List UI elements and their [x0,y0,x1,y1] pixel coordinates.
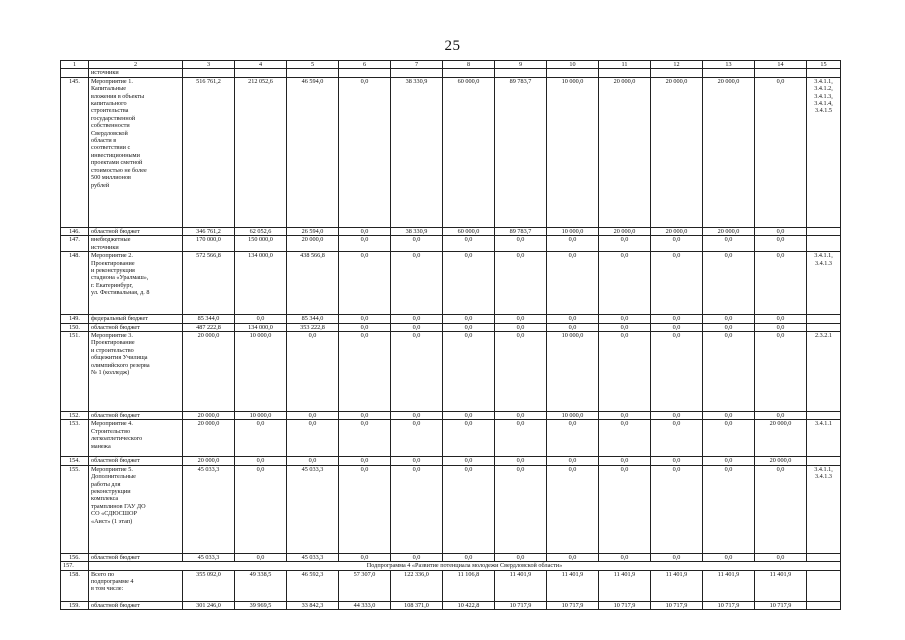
value-cell [547,69,599,77]
value-cell: 85 344,0 [183,315,235,323]
value-cell: 353 222,8 [287,323,339,331]
value-cell: 438 566,8 [287,252,339,315]
value-cell: 11 401,9 [703,570,755,601]
value-cell: 0,0 [703,315,755,323]
value-cell: 20 000,0 [703,77,755,227]
value-cell: 0,0 [651,323,703,331]
value-cell [235,69,287,77]
value-cell: 0,0 [235,420,287,457]
value-cell: 5 [287,61,339,69]
row-number-cell: 150. [61,323,89,331]
value-cell: 0,0 [391,465,443,553]
value-cell: 0,0 [339,553,391,561]
value-cell: 0,0 [235,553,287,561]
row-number-cell: 147. [61,236,89,252]
value-cell: 44 333,0 [339,601,391,609]
value-cell: 0,0 [599,465,651,553]
value-cell: 38 330,9 [391,77,443,227]
value-cell: 89 783,7 [495,227,547,235]
value-cell [807,323,841,331]
value-cell [807,457,841,465]
value-cell: 122 336,0 [391,570,443,601]
budget-table [60,60,841,610]
value-cell: 0,0 [391,323,443,331]
value-cell: 0,0 [547,252,599,315]
value-cell: 0,0 [391,236,443,252]
value-cell: 0,0 [443,323,495,331]
value-cell: 0,0 [443,465,495,553]
value-cell: 0,0 [235,465,287,553]
value-cell: 3 [183,61,235,69]
value-cell: 0,0 [755,236,807,252]
row-number-cell: 159. [61,601,89,609]
value-cell: 10 717,9 [755,601,807,609]
value-cell: 0,0 [755,252,807,315]
value-cell: 0,0 [339,252,391,315]
value-cell: 11 [599,61,651,69]
value-cell: 20 000,0 [755,457,807,465]
value-cell: 0,0 [391,420,443,457]
value-cell: 0,0 [391,457,443,465]
value-cell: 60 000,0 [443,227,495,235]
header-row [61,61,841,69]
row-number-cell: 155. [61,465,89,553]
value-cell: 0,0 [547,323,599,331]
value-cell: 0,0 [391,252,443,315]
value-cell: 11 106,8 [443,570,495,601]
value-cell: 20 000,0 [183,457,235,465]
value-cell: 0,0 [443,252,495,315]
value-cell: 0,0 [287,332,339,412]
value-cell: 0,0 [495,252,547,315]
row-number-cell: 148. [61,252,89,315]
value-cell: 20 000,0 [703,227,755,235]
value-cell: 9 [495,61,547,69]
value-cell: 355 092,0 [183,570,235,601]
value-cell: 487 222,8 [183,323,235,331]
value-cell: 0,0 [391,332,443,412]
value-cell: 0,0 [703,332,755,412]
table-row [61,601,841,609]
table-row [61,465,841,553]
value-cell: 0,0 [703,465,755,553]
row-name-cell: Мероприятие 4. Строительство легкоатлетического манежа [89,420,183,457]
table-row [61,420,841,457]
value-cell: 20 000,0 [599,227,651,235]
value-cell: 0,0 [703,457,755,465]
value-cell: 0,0 [547,457,599,465]
table-row [61,553,841,561]
value-cell: 11 401,9 [755,570,807,601]
value-cell [807,69,841,77]
value-cell: 0,0 [391,315,443,323]
value-cell: 0,0 [495,457,547,465]
value-cell: 3.4.1.1 [807,420,841,457]
value-cell: 38 330,9 [391,227,443,235]
value-cell: 0,0 [339,77,391,227]
value-cell: 0,0 [703,420,755,457]
value-cell: 10 000,0 [547,77,599,227]
value-cell: 20 000,0 [599,77,651,227]
value-cell: 0,0 [651,252,703,315]
value-cell: 0,0 [443,457,495,465]
value-cell: 11 401,9 [599,570,651,601]
value-cell: 3.4.1.1, 3.4.1.3 [807,252,841,315]
value-cell: 10 717,9 [495,601,547,609]
table-row [61,332,841,412]
row-name-cell: областной бюджет [89,601,183,609]
value-cell: 346 761,2 [183,227,235,235]
value-cell [443,69,495,77]
value-cell: 0,0 [755,227,807,235]
row-name-cell: областной бюджет [89,553,183,561]
value-cell [807,315,841,323]
row-number-cell: 151. [61,332,89,412]
table-row [61,77,841,227]
value-cell: 0,0 [651,457,703,465]
value-cell: 0,0 [703,553,755,561]
value-cell: 0,0 [443,412,495,420]
value-cell: 0,0 [703,412,755,420]
value-cell: 15 [807,61,841,69]
value-cell: 0,0 [495,332,547,412]
row-number-cell: 153. [61,420,89,457]
value-cell: 45 033,3 [287,465,339,553]
value-cell: 0,0 [339,420,391,457]
value-cell: 10 717,9 [703,601,755,609]
value-cell: 10 000,0 [235,332,287,412]
value-cell: 0,0 [755,465,807,553]
value-cell: 0,0 [703,323,755,331]
value-cell: 0,0 [339,412,391,420]
row-name-cell: Всего по подпрограмме 4 в том числе: [89,570,183,601]
value-cell: 0,0 [651,465,703,553]
row-number-cell [61,69,89,77]
value-cell [807,570,841,601]
value-cell: 0,0 [651,412,703,420]
value-cell: 10 000,0 [235,412,287,420]
value-cell: 301 246,0 [183,601,235,609]
value-cell: 3.4.1.1, 3.4.1.2, 3.4.1.3, 3.4.1.4, 3.4.1.5 [807,77,841,227]
value-cell: 0,0 [755,332,807,412]
value-cell [599,69,651,77]
table-row [61,227,841,235]
value-cell: 0,0 [339,236,391,252]
value-cell: 0,0 [443,420,495,457]
value-cell: 0,0 [391,553,443,561]
table-row [61,570,841,601]
value-cell: 0,0 [755,412,807,420]
value-cell: 0,0 [235,315,287,323]
row-name-cell: Мероприятие 5. Дополнительные работы для реконструкции комплекса трамплинов ГАУ ДО СО «СДЮСШОР «Аист» (1 этап) [89,465,183,553]
value-cell: 0,0 [495,315,547,323]
value-cell: 45 033,3 [287,553,339,561]
value-cell: 0,0 [339,315,391,323]
value-cell: 6 [339,61,391,69]
value-cell: 0,0 [287,420,339,457]
value-cell: 20 000,0 [651,227,703,235]
value-cell: 0,0 [287,412,339,420]
value-cell: 8 [443,61,495,69]
value-cell: 134 000,0 [235,252,287,315]
value-cell: 170 000,0 [183,236,235,252]
row-number-cell: 145. [61,77,89,227]
value-cell: 0,0 [339,332,391,412]
value-cell: 0,0 [599,323,651,331]
value-cell: 0,0 [651,553,703,561]
table-row [61,457,841,465]
value-cell: 39 969,5 [235,601,287,609]
table-row [61,252,841,315]
value-cell: 45 033,3 [183,465,235,553]
value-cell: 4 [235,61,287,69]
value-cell: 12 [651,61,703,69]
value-cell: 85 344,0 [287,315,339,323]
value-cell [391,69,443,77]
value-cell: 0,0 [599,420,651,457]
value-cell: 0,0 [495,236,547,252]
value-cell: 0,0 [495,323,547,331]
value-cell: 0,0 [599,252,651,315]
value-cell: 20 000,0 [755,420,807,457]
row-number-cell: 154. [61,457,89,465]
value-cell: 0,0 [495,465,547,553]
value-cell [807,601,841,609]
row-name-cell: источники [89,69,183,77]
value-cell: 10 000,0 [547,227,599,235]
value-cell: 0,0 [703,236,755,252]
value-cell: 45 033,3 [183,553,235,561]
subprogram-row [61,562,841,570]
value-cell: 0,0 [651,236,703,252]
value-cell: 10 717,9 [599,601,651,609]
value-cell: 0,0 [599,332,651,412]
value-cell: 0,0 [599,457,651,465]
value-cell: 14 [755,61,807,69]
value-cell: 108 371,0 [391,601,443,609]
value-cell: 20 000,0 [183,332,235,412]
value-cell: 0,0 [599,315,651,323]
value-cell: 10 422,8 [443,601,495,609]
value-cell: 0,0 [339,457,391,465]
value-cell: 0,0 [755,553,807,561]
table-row [61,69,841,77]
value-cell: 0,0 [651,420,703,457]
value-cell: 0,0 [495,420,547,457]
value-cell: 0,0 [443,332,495,412]
value-cell: 20 000,0 [651,77,703,227]
value-cell: 11 401,9 [547,570,599,601]
value-cell: 33 842,3 [287,601,339,609]
row-name-cell: федеральный бюджет [89,315,183,323]
value-cell: 0,0 [495,412,547,420]
table-row [61,236,841,252]
value-cell: 0,0 [651,332,703,412]
value-cell: 0,0 [547,236,599,252]
value-cell: 0,0 [755,323,807,331]
value-cell [807,236,841,252]
value-cell: 572 566,8 [183,252,235,315]
value-cell: 0,0 [391,412,443,420]
value-cell: 0,0 [547,553,599,561]
value-cell: 10 717,9 [547,601,599,609]
value-cell: 134 000,0 [235,323,287,331]
value-cell: 0,0 [755,77,807,227]
table-row [61,323,841,331]
row-number-cell: 146. [61,227,89,235]
row-name-cell: областной бюджет [89,227,183,235]
value-cell: 60 000,0 [443,77,495,227]
value-cell: 7 [391,61,443,69]
value-cell: 0,0 [443,315,495,323]
row-name-cell: 2 [89,61,183,69]
row-name-cell: Мероприятие 1. Капитальные вложения в объекты капитального строительства государственной собственности Свердловской области в соответствии с инвестиционными проектами сметной стоимостью не более 500 миллионов рублей [89,77,183,227]
row-name-cell: областной бюджет [89,323,183,331]
row-name-cell: Мероприятие 2. Проектирование и реконструкция стадиона «Уралмаш», г. Екатеринбург, ул. Фестивальная, д. 8 [89,252,183,315]
value-cell: 0,0 [547,465,599,553]
value-cell [807,227,841,235]
value-cell [755,69,807,77]
value-cell: 0,0 [599,553,651,561]
value-cell: 0,0 [443,553,495,561]
value-cell [339,69,391,77]
subprogram-title-cell: Подпрограмма 4 «Развитие потенциала молодежи Свердловской области» [89,562,841,570]
value-cell: 0,0 [495,553,547,561]
row-number-cell: 158. [61,570,89,601]
value-cell: 3.4.1.1, 3.4.1.3 [807,465,841,553]
value-cell [807,553,841,561]
value-cell [807,412,841,420]
value-cell: 0,0 [339,227,391,235]
value-cell: 0,0 [339,465,391,553]
value-cell: 0,0 [547,420,599,457]
value-cell: 0,0 [547,315,599,323]
table-row [61,315,841,323]
value-cell: 0,0 [443,236,495,252]
value-cell: 0,0 [755,315,807,323]
value-cell: 10 000,0 [547,332,599,412]
value-cell: 20 000,0 [183,420,235,457]
value-cell: 49 338,5 [235,570,287,601]
value-cell: 11 401,9 [651,570,703,601]
value-cell: 89 783,7 [495,77,547,227]
value-cell [183,69,235,77]
value-cell: 10 [547,61,599,69]
value-cell: 10 000,0 [547,412,599,420]
value-cell: 0,0 [287,457,339,465]
value-cell: 46 594,0 [287,77,339,227]
value-cell: 516 761,2 [183,77,235,227]
value-cell: 0,0 [599,412,651,420]
row-number-cell: 157. [61,562,89,570]
value-cell: 150 000,0 [235,236,287,252]
value-cell [287,69,339,77]
row-number-cell: 149. [61,315,89,323]
value-cell: 0,0 [651,315,703,323]
value-cell: 0,0 [703,252,755,315]
value-cell: 20 000,0 [183,412,235,420]
page-number: 25 [444,38,461,54]
table-row [61,412,841,420]
value-cell: 10 717,9 [651,601,703,609]
row-name-cell: областной бюджет [89,412,183,420]
value-cell [703,69,755,77]
row-name-cell: внебюджетные источники [89,236,183,252]
value-cell: 0,0 [235,457,287,465]
value-cell: 13 [703,61,755,69]
row-name-cell: областной бюджет [89,457,183,465]
value-cell: 46 592,3 [287,570,339,601]
value-cell: 26 594,0 [287,227,339,235]
value-cell: 62 052,6 [235,227,287,235]
value-cell: 0,0 [339,323,391,331]
value-cell: 212 052,6 [235,77,287,227]
value-cell: 2.3.2.1 [807,332,841,412]
value-cell: 0,0 [599,236,651,252]
value-cell [495,69,547,77]
row-number-cell: 156. [61,553,89,561]
row-number-cell: 1 [61,61,89,69]
value-cell: 11 401,9 [495,570,547,601]
value-cell: 57 307,0 [339,570,391,601]
row-number-cell: 152. [61,412,89,420]
value-cell [651,69,703,77]
value-cell: 20 000,0 [287,236,339,252]
row-name-cell: Мероприятие 3. Проектирование и строительство общежития Училища олимпийского резерва № 1 (колледж) [89,332,183,412]
